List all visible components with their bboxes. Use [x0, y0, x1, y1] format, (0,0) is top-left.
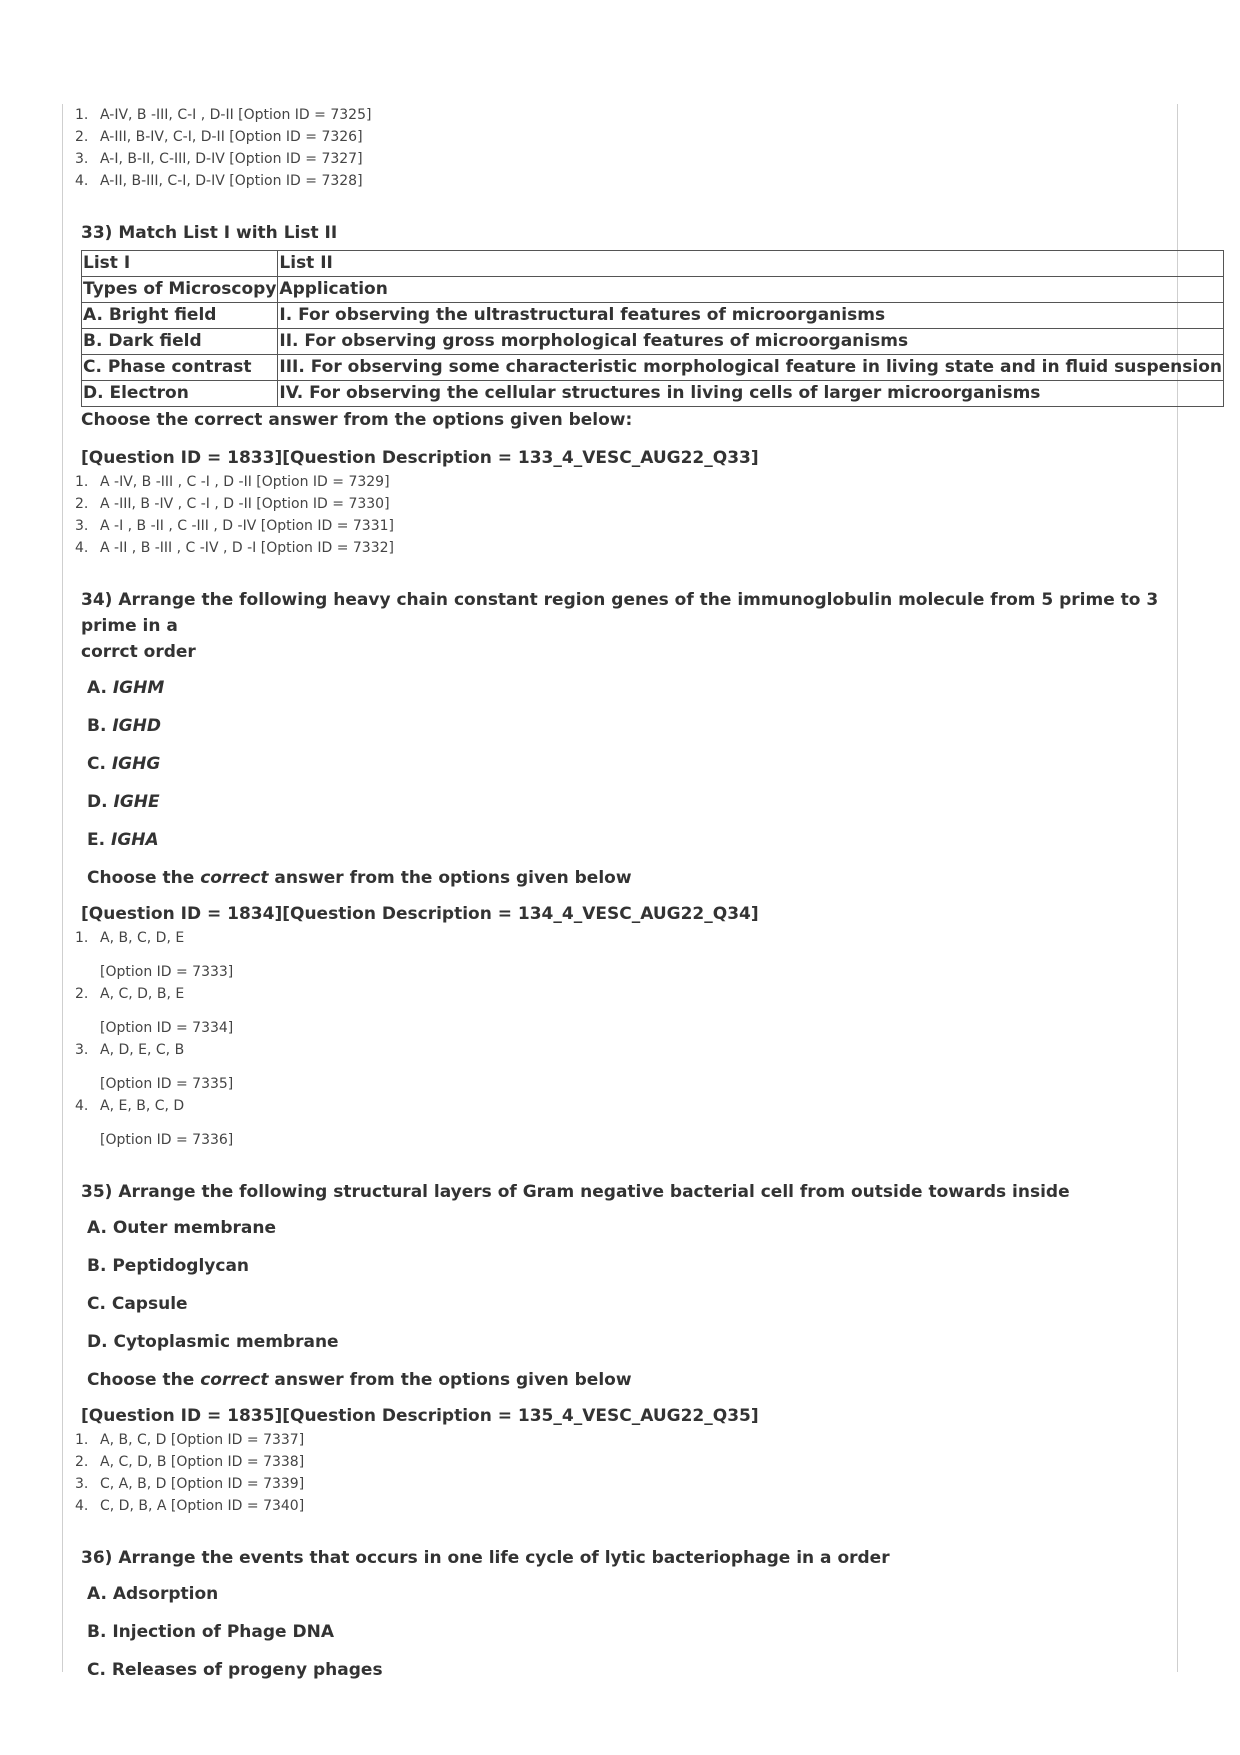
option-item[interactable]: 3. A -I , B -II , C -III , D -IV [Option ID = 7331]	[75, 518, 394, 534]
list-item: B. IGHD	[87, 716, 161, 736]
list-item: D. Cytoplasmic membrane	[87, 1332, 339, 1352]
question-options	[75, 1429, 1175, 1517]
option-item[interactable]: 2. A -III, B -IV , C -I , D -II [Option ID = 7330]	[75, 496, 390, 512]
option-item[interactable]: 1. A-IV, B -III, C-I , D-II [Option ID = 7325]	[75, 107, 372, 123]
option-item[interactable]: 4. C, D, B, A [Option ID = 7340]	[75, 1498, 305, 1514]
question-options	[75, 471, 1175, 559]
option-item[interactable]: 1. A, B, C, D, E [Option ID = 7333]	[75, 930, 234, 980]
question-title: 33) Match List I with List II	[81, 223, 338, 243]
list-item: C. IGHG	[87, 754, 161, 774]
option-item[interactable]: 2. A, C, D, B [Option ID = 7338]	[75, 1454, 305, 1470]
question-id: [Question ID = 1833][Question Description = 133_4_VESC_AUG22_Q33]	[81, 448, 759, 468]
table-row: D. Electron IV. For observing the cellular structures in living cells of larger microorganisms	[82, 381, 1224, 407]
list-item: C. Releases of progeny phages	[87, 1660, 383, 1680]
question-35	[75, 1179, 1175, 1517]
question-34	[75, 587, 1175, 1151]
option-item[interactable]: 3. C, A, B, D [Option ID = 7339]	[75, 1476, 305, 1492]
option-item[interactable]: 4. A-II, B-III, C-I, D-IV [Option ID = 7328]	[75, 173, 363, 189]
list-item: D. IGHE	[87, 792, 160, 812]
question-title: 34) Arrange the following heavy chain constant region genes of the immunoglobulin molecule from 5 prime to 3 prime in a	[81, 590, 1159, 636]
list-item: A. Outer membrane	[87, 1218, 276, 1238]
table-row: Types of Microscopy Application	[82, 277, 1224, 303]
item-list	[75, 1581, 1175, 1683]
option-item[interactable]: 4. A, E, B, C, D [Option ID = 7336]	[75, 1098, 234, 1148]
choose-instruction: Choose the correct answer from the options given below	[87, 1370, 632, 1390]
list-item: B. Injection of Phage DNA	[87, 1622, 334, 1642]
list-item: A. Adsorption	[87, 1584, 219, 1604]
prev-question-options	[75, 104, 1175, 192]
item-list	[75, 1215, 1175, 1355]
list-item: B. Peptidoglycan	[87, 1256, 250, 1276]
option-item[interactable]: 1. A, B, C, D [Option ID = 7337]	[75, 1432, 305, 1448]
question-36	[75, 1545, 1175, 1683]
question-33	[75, 220, 1222, 559]
choose-instruction: Choose the correct answer from the options given below:	[81, 410, 633, 430]
table-row: A. Bright field I. For observing the ultrastructural features of microorganisms	[82, 303, 1224, 329]
left-margin-rule	[62, 104, 63, 1672]
option-item[interactable]: 1. A -IV, B -III , C -I , D -II [Option ID = 7329]	[75, 474, 390, 490]
option-item[interactable]: 4. A -II , B -III , C -IV , D -I [Option ID = 7332]	[75, 540, 394, 556]
list-item: A. IGHM	[87, 678, 165, 698]
item-list	[75, 675, 1175, 853]
match-table	[81, 250, 1224, 407]
list-item: C. Capsule	[87, 1294, 188, 1314]
option-item[interactable]: 2. A-III, B-IV, C-I, D-II [Option ID = 7326]	[75, 129, 363, 145]
question-id: [Question ID = 1834][Question Description = 134_4_VESC_AUG22_Q34]	[81, 904, 759, 924]
table-row: B. Dark field II. For observing gross morphological features of microorganisms	[82, 329, 1224, 355]
option-item[interactable]: 3. A-I, B-II, C-III, D-IV [Option ID = 7327]	[75, 151, 363, 167]
question-title-continued: corrct order	[81, 642, 196, 662]
option-item[interactable]: 2. A, C, D, B, E [Option ID = 7334]	[75, 986, 234, 1036]
question-id: [Question ID = 1835][Question Description = 135_4_VESC_AUG22_Q35]	[81, 1406, 759, 1426]
question-title: 36) Arrange the events that occurs in one life cycle of lytic bacteriophage in a order	[81, 1548, 890, 1568]
list-item: E. IGHA	[87, 830, 159, 850]
question-options	[75, 927, 1175, 1151]
table-row: List I List II	[82, 251, 1224, 277]
choose-instruction: Choose the correct answer from the options given below	[87, 868, 632, 888]
table-row: C. Phase contrast III. For observing some characteristic morphological feature in living state and in fluid suspension	[82, 355, 1224, 381]
option-item[interactable]: 3. A, D, E, C, B [Option ID = 7335]	[75, 1042, 234, 1092]
document-body	[75, 104, 1222, 1695]
question-title: 35) Arrange the following structural layers of Gram negative bacterial cell from outside towards inside	[81, 1182, 1070, 1202]
